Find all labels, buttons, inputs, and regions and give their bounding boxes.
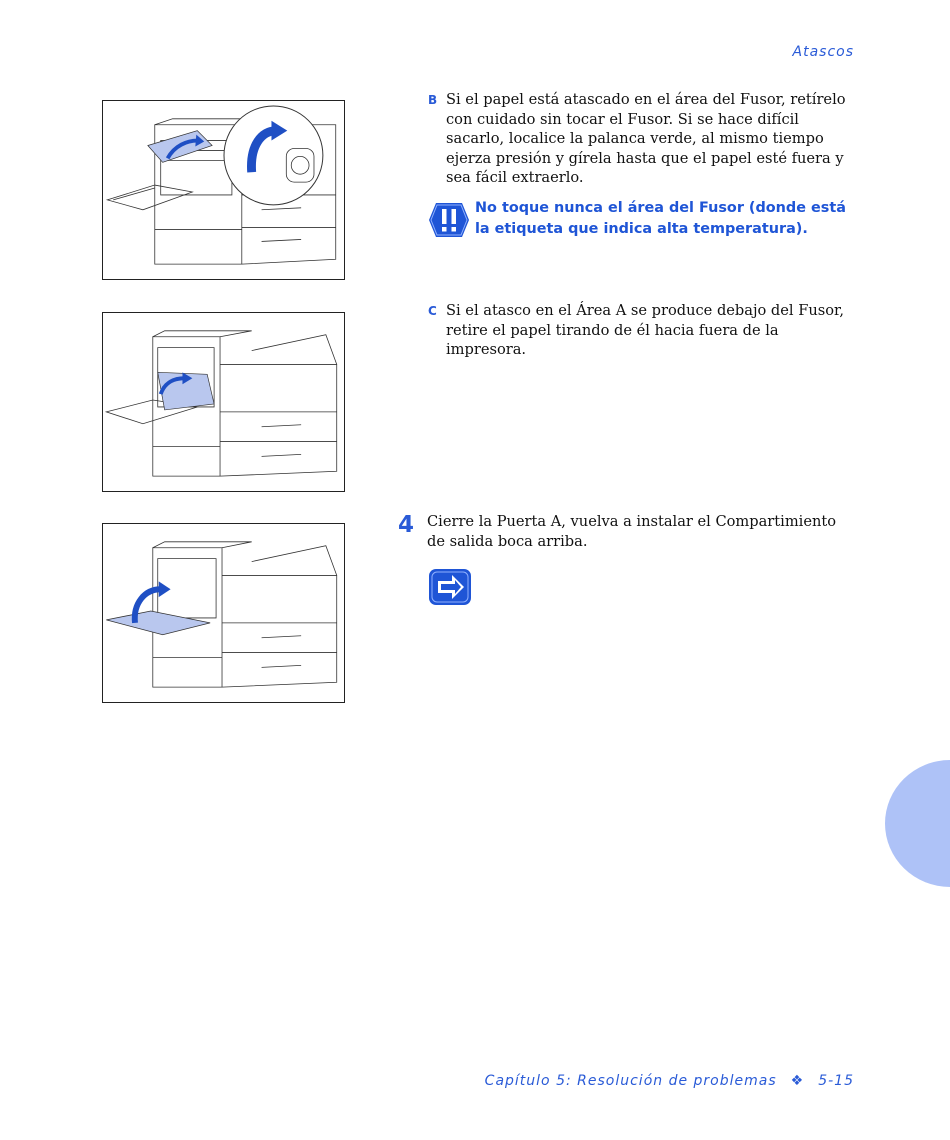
running-header: Atascos <box>792 44 854 60</box>
step-letter-c: C <box>428 304 437 318</box>
step-number-4: 4 <box>398 512 415 538</box>
footer-chapter: Capítulo 5: Resolución de problemas <box>484 1073 777 1089</box>
figure-paper-under-fuser <box>102 312 345 492</box>
printer-fuser-illustration <box>103 101 344 279</box>
warning-text: No toque nunca el área del Fusor (donde está la etiqueta que indica alta temperatura). <box>475 200 846 237</box>
warning-double-exclamation-icon <box>428 201 470 239</box>
footer-page-number: 5-15 <box>818 1073 854 1089</box>
figure-fuser-lever <box>102 100 345 280</box>
figure-close-door <box>102 523 345 703</box>
note-arrow-icon <box>428 568 472 606</box>
step-letter-b: B <box>428 93 438 107</box>
printer-close-door-illustration <box>103 524 344 702</box>
step-b-text: Si el papel está atascado en el área del Fusor, retírelo con cuidado sin tocar el Fusor. Si se hace difícil sacarlo, localice la palanca verde, al mismo tiempo ejerza presión y gírela hasta que el papel esté fuera y sea fácil extraerlo. <box>446 91 846 187</box>
footer-separator-icon: ❖ <box>790 1073 805 1089</box>
printer-paper-removal-illustration <box>103 313 344 491</box>
step-4-text: Cierre la Puerta A, vuelva a instalar el Compartimiento de salida boca arriba. <box>427 513 837 550</box>
running-footer <box>485 1073 854 1089</box>
step-c-text: Si el atasco en el Área A se produce debajo del Fusor, retire el papel tirando de él hacia fuera de la impresora. <box>446 302 845 359</box>
chapter-tab <box>885 760 950 887</box>
